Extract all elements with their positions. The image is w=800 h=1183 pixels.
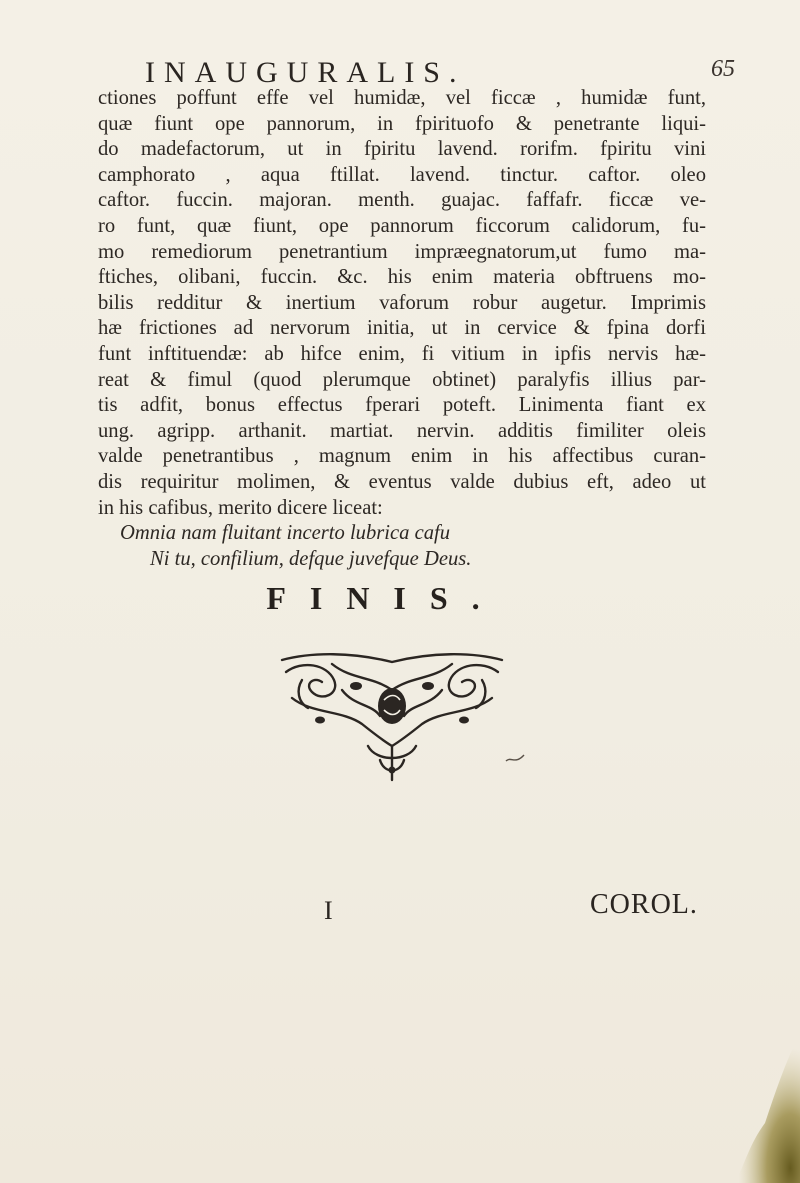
verse-line: Omnia nam fluitant incerto lubrica cafu: [120, 522, 451, 545]
text-line: caftor. fuccin. majoran. menth. guajac. faffafr. ficcæ ve-: [98, 189, 706, 212]
running-title: INAUGURALIS.: [145, 56, 466, 89]
signature-mark: I: [324, 896, 333, 925]
text-line: ung. agripp. arthanit. martiat. nervin. additis fimiliter oleis: [98, 419, 706, 442]
text-line: valde penetrantibus , magnum enim in his affectibus curan-: [98, 445, 706, 468]
text-line: mo remediorum penetrantium impræegnatorum,ut fumo ma-: [98, 240, 706, 263]
text-line: in his cafibus, merito dicere liceat:: [98, 496, 383, 519]
text-line: hæ frictiones ad nervorum initia, ut in cervice & fpina dorfi: [98, 317, 706, 340]
page-number: 65: [711, 56, 735, 82]
corner-stain-icon: [705, 1033, 800, 1183]
text-line: camphorato , aqua ftillat. lavend. tinctur. caftor. oleo: [98, 163, 706, 186]
text-line: tis adfit, bonus effectus fperari poteft. Linimenta fiant ex: [98, 394, 706, 417]
tailpiece-ornament-icon: [272, 650, 512, 785]
text-line: ctiones poffunt effe vel humidæ, vel ficcæ , humidæ funt,: [98, 87, 706, 109]
text-line: funt inftituendæ: ab hifce enim, fi vitium in ipfis nervis hæ-: [98, 342, 706, 365]
ink-mark-icon: [505, 753, 525, 767]
text-line: ftiches, olibani, fuccin. &c. his enim materia obftruens mo-: [98, 266, 706, 289]
text-line: quæ fiunt ope pannorum, in fpirituofo & penetrante liqui-: [98, 112, 706, 135]
text-line: reat & fimul (quod plerumque obtinet) paralyfis illius par-: [98, 368, 706, 391]
text-line: do madefactorum, ut in fpiritu lavend. rorifm. fpiritu vini: [98, 138, 706, 161]
verse-line: Ni tu, confilium, defque juvefque Deus.: [150, 547, 472, 570]
finis-heading: FINIS.: [266, 580, 504, 616]
text-line: dis requiritur molimen, & eventus valde dubius eft, adeo ut: [98, 470, 706, 493]
body-text: [98, 86, 706, 572]
text-line: bilis redditur & inertium vaforum robur augetur. Imprimis: [98, 291, 706, 314]
text-line: ro funt, quæ fiunt, ope pannorum ficcorum calidorum, fu-: [98, 214, 706, 237]
catchword: COROL.: [590, 889, 698, 920]
